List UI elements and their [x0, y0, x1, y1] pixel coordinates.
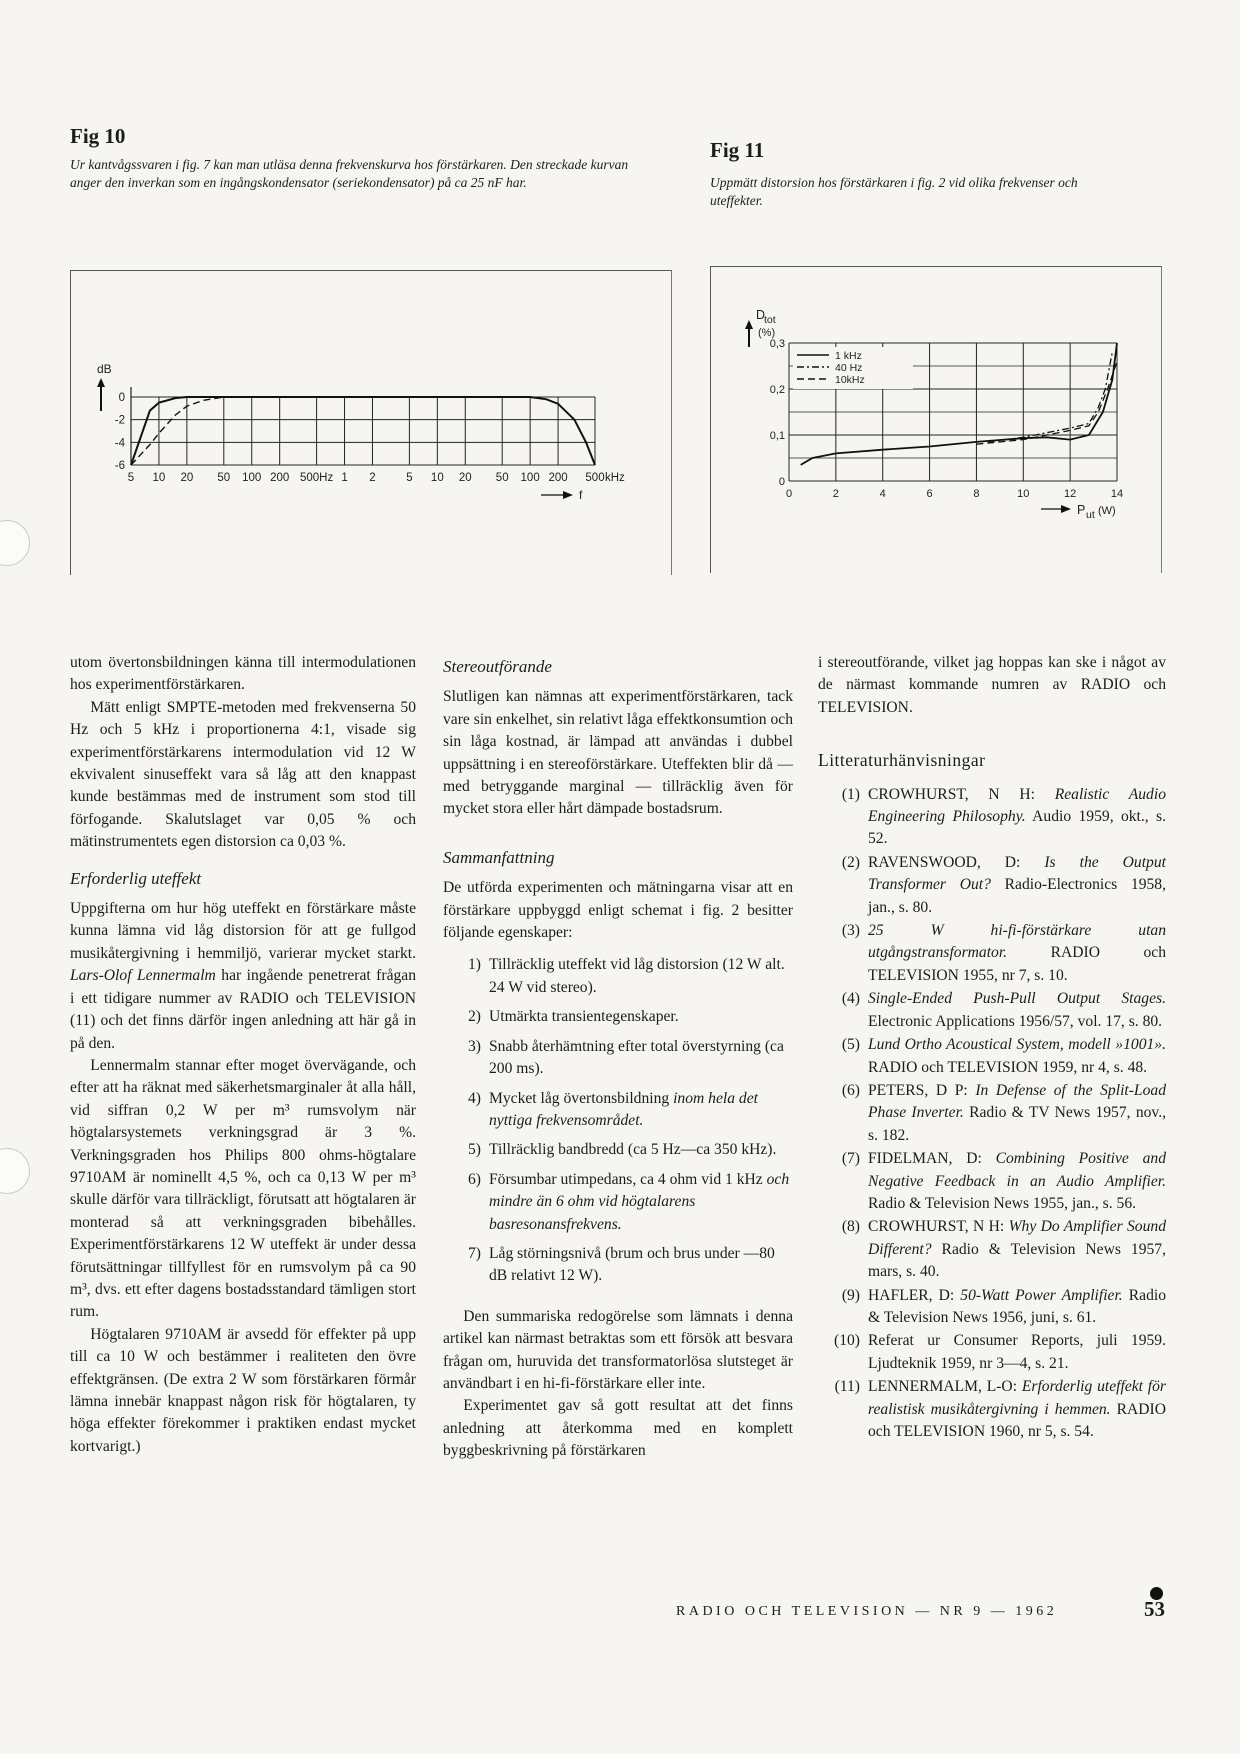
y-axis-label-main: D — [756, 308, 766, 322]
x-axis-unit: (W) — [1098, 505, 1116, 517]
property-item — [443, 1088, 793, 1133]
property-number: 1) — [468, 956, 481, 974]
reference-number: (6) — [841, 1081, 860, 1099]
reference-number: (8) — [841, 1218, 860, 1236]
column-3 — [818, 652, 1166, 1444]
x-tick-label: 200 — [270, 472, 290, 484]
col1-paragraph-5: Högtalaren 9710AM är avsedd för effekter på upp till ca 10 W och bestämmer i realiteten den övre effektgränsen. (De extra 2 W som förstärkaren förmår lämna innebär knappast någon risk för högtalaren, ty höga effekter förekommer i praktiken endast mycket kortvarigt.) — [70, 1325, 416, 1455]
y-tick-label: 0,1 — [769, 430, 785, 442]
col3-paragraph-1: i stereoutförande, vilket jag hoppas kan ske i något av de närmast kommande numren av RADIO och TELEVISION. — [818, 654, 1166, 716]
reference-text — [868, 1376, 1166, 1443]
y-tick-label: 0,3 — [769, 338, 785, 350]
reference-text — [868, 988, 1166, 1033]
frequency-response-chart — [71, 271, 671, 575]
reference-source: Radio & Television News 1955, jan., s. 56. — [868, 1194, 1137, 1212]
y-tick-label: 0,2 — [769, 384, 785, 396]
x-tick-label: 2 — [832, 488, 839, 500]
x-axis-label-main: P — [1077, 503, 1086, 517]
col2-paragraph-4: Experimentet gav så gott resultat att det finns anledning att återkomma med en komplett byggbeskrivning på förstärkaren — [443, 1397, 793, 1460]
fig11-caption: Uppmätt distorsion hos förstärkaren i fig. 2 vid olika frekvenser och uteffekter. — [710, 175, 1078, 208]
reference-number: (1) — [841, 785, 860, 803]
x-axis-label-sub: ut — [1086, 509, 1095, 521]
properties-list — [443, 954, 793, 1287]
x-tick-label: 4 — [879, 488, 886, 500]
reference-source: Radio & TV News 1957, nov., s. 182. — [868, 1104, 1167, 1144]
reference-title: Single-Ended Push-Pull Output Stages. — [868, 990, 1166, 1008]
punch-hole-left-top — [0, 520, 30, 566]
reference-item — [818, 1034, 1166, 1079]
reference-title: 50-Watt Power Amplifier. — [960, 1286, 1123, 1304]
x-tick-label: 5 — [406, 472, 413, 484]
col1-paragraph-4: Lennermalm stannar efter moget övervägande, och efter att ha räknat med säkerhetsmarginaler åt alla håll, vid siffran 0,2 W per m³ rumsvolym när högtalarsystemets verkningsgrad är 3 %. Verkningsgraden hos Philips 800 ohms-högtalare 9710AM är nominellt 4,5 %, och ca 0,13 W per m³ skulle därför vara tillräckligt, förutsatt att högtalaren är monterad så att verkningsgraden bibehålles. Experimentförstärkarens 12 W uteffekt är under dessa förutsättningar tillfyllest för en rumsvolym på ca 90 m³, dvs. ett efter dagens bostadsstandard tämligen stort rum. — [70, 1056, 416, 1321]
reference-number: (3) — [841, 922, 860, 940]
fig11-chart-frame — [710, 266, 1162, 573]
reference-item — [818, 1080, 1166, 1147]
frequency-response-line-dashed — [131, 397, 224, 465]
y-tick-label: 0 — [778, 476, 785, 488]
property-text — [489, 1036, 793, 1081]
x-tick-label: 2 — [369, 472, 376, 484]
reference-title: Realistic Audio Engineering Philosophy. — [868, 785, 1166, 826]
x-tick-label: 100 — [242, 472, 262, 484]
reference-author: CROWHURST, N H: — [868, 785, 1055, 803]
reference-number: (11) — [834, 1378, 860, 1396]
col2-heading-stereo: Stereoutförande — [443, 657, 552, 676]
property-text-italic: och mindre än 6 ohm vid högtalarens basresonansfrekvens. — [489, 1170, 790, 1233]
reference-source: Electronic Applications 1956/57, vol. 17, s. 80. — [868, 1012, 1163, 1030]
property-text — [489, 954, 793, 999]
x-tick-label: 8 — [973, 488, 980, 500]
reference-author: PETERS, D P: — [868, 1081, 976, 1099]
property-text-plain: Snabb återhämtning efter total överstyrning (ca 200 ms). — [489, 1037, 784, 1078]
reference-item — [818, 1330, 1166, 1375]
property-item — [443, 1006, 793, 1028]
reference-item — [818, 1216, 1166, 1283]
x-tick-label: 6 — [926, 488, 933, 500]
reference-source: Radio & Television News 1956, juni, s. 61. — [868, 1286, 1167, 1326]
property-item — [443, 1139, 793, 1161]
x-axis-arrow-head-icon — [563, 491, 573, 499]
page-number: 53 — [1144, 1597, 1165, 1621]
reference-title: 25 W hi-fi-förstärkare utan utgångstransformator. — [868, 922, 1166, 962]
x-tick-label: 20 — [458, 472, 472, 484]
property-number: 3) — [468, 1037, 481, 1055]
reference-source: Radio & Television News 1957, mars, s. 40. — [868, 1240, 1166, 1281]
column-1 — [70, 652, 416, 1458]
property-number: 5) — [468, 1141, 481, 1159]
reference-author: RAVENSWOOD, D: — [868, 853, 1045, 871]
reference-text — [868, 1080, 1166, 1147]
y-axis-label-sub: tot — [764, 314, 776, 326]
x-tick-label: 10 — [430, 472, 444, 484]
frequency-response-line-solid — [131, 397, 595, 465]
reference-text — [868, 852, 1166, 919]
fig10-chart-frame — [70, 270, 672, 575]
x-tick-label: 50 — [217, 472, 231, 484]
x-tick-label: 20 — [180, 472, 194, 484]
reference-item — [818, 784, 1166, 851]
reference-author: LENNERMALM, L-O: — [868, 1378, 1022, 1396]
col1-paragraph-3: Uppgifterna om hur hög uteffekt en förstärkare måste kunna lämna vid låg distorsion för att ge fullgod musikåtergivning i hemmiljö, varierar mycket starkt. Lars-Olof Lennermalm har ingående penetrerat frågan i ett tidigare nummer av RADIO och TELEVISION (11) och det finns därför ingen anledning att här gå in på den. — [70, 900, 417, 1052]
x-tick-label: 5 — [127, 472, 135, 484]
footer-journal: RADIO OCH TELEVISION — NR 9 — 1962 — [676, 1604, 1058, 1619]
property-number: 6) — [468, 1170, 481, 1188]
property-item — [443, 1243, 793, 1288]
reference-text — [868, 1034, 1166, 1079]
reference-source: RADIO och TELEVISION 1960, nr 5, s. 54. — [868, 1400, 1166, 1440]
x-tick-label: 500 — [585, 472, 605, 484]
property-text — [489, 1243, 793, 1288]
col1-paragraph-2: Mätt enligt SMPTE-metoden med frekvenserna 50 Hz och 5 kHz i proportionerna 4:1, visade sig experimentförstärkarens intermodulation vid 12 W ekvivalent sinuseffekt vara så låg att den knappast kunde bestämmas med de instrument som stod till förfogande. Skalutslaget var 0,05 % och mätinstrumentets egen distorsion ca 0,03 %. — [70, 698, 416, 851]
col2-heading-sammanfattning: Sammanfattning — [443, 847, 555, 867]
distortion-chart — [711, 267, 1161, 573]
reference-number: (4) — [841, 990, 860, 1008]
x-tick-label: 200 — [548, 472, 568, 484]
reference-source: RADIO och TELEVISION 1955, nr 7, s. 10. — [868, 944, 1166, 984]
property-text — [489, 1006, 679, 1028]
legend-label: 40 Hz — [835, 362, 863, 374]
reference-author: FIDELMAN, D: — [868, 1150, 996, 1168]
legend-label: 10kHz — [835, 374, 865, 386]
column-2 — [443, 652, 793, 1463]
reference-number: (10) — [834, 1332, 860, 1350]
reference-item — [818, 1285, 1166, 1330]
distortion-line-10khz — [976, 361, 1117, 444]
y-axis-arrow-head-icon — [745, 320, 753, 329]
reference-title: Erforderlig uteffekt för realistisk musikåtergivning i hemmen. — [868, 1378, 1166, 1418]
reference-author: HAFLER, D: — [868, 1286, 961, 1304]
reference-number: (7) — [841, 1150, 860, 1168]
reference-text — [868, 1330, 1166, 1375]
y-axis-label: dB — [97, 362, 112, 376]
punch-hole-left-bottom — [0, 1148, 30, 1194]
x-axis-label: f — [579, 488, 583, 502]
reference-number: (9) — [841, 1286, 860, 1304]
property-text — [489, 1088, 793, 1133]
reference-title: In Defense of the Split-Load Phase Inverter. — [868, 1081, 1166, 1122]
x-tick-label: 100 — [520, 472, 540, 484]
reference-author: Referat ur Consumer Reports, juli 1959. Ljudteknik 1959, nr 3—4, s. 21. — [868, 1332, 1166, 1372]
property-text-plain: Utmärkta transientegenskaper. — [489, 1008, 679, 1026]
x-tick-label: 12 — [1064, 488, 1077, 500]
reference-title: Is the Output Transformer Out? — [868, 853, 1166, 894]
y-tick-label: 0 — [118, 392, 125, 404]
y-tick-label: -6 — [114, 460, 125, 472]
x-tick-label: 500Hz — [299, 472, 334, 484]
y-tick-label: -4 — [114, 437, 125, 450]
col1-heading-uteffekt: Erforderlig uteffekt — [70, 868, 202, 888]
reference-item — [818, 1148, 1166, 1215]
col1-paragraph-1: utom övertonsbildningen känna till intermodulationen hos experimentförstärkaren. — [70, 654, 416, 694]
property-number: 2) — [468, 1008, 481, 1026]
col2-paragraph-2: De utförda experimenten och mätningarna visar att en förstärkare uppbyggd enligt schemat i fig. 2 besitter följande egenskaper: — [443, 879, 793, 942]
property-text-plain: Mycket låg övertonsbildning — [489, 1089, 674, 1107]
reference-number: (2) — [841, 853, 860, 871]
col2-paragraph-3: Den summariska redogörelse som lämnats i denna artikel kan närmast betraktas som ett försök att besvara frågan om, huruvida det transformatorlösa slutsteget är användbart i en hi-fi-förstärkare eller inte. — [443, 1307, 793, 1392]
reference-item — [818, 988, 1166, 1033]
reference-source: Audio 1959, okt., s. 52. — [868, 808, 1166, 848]
reference-title: Lund Ortho Acoustical System, modell »1001». — [868, 1036, 1166, 1054]
property-text-italic: inom hela det nyttiga frekvensområdet. — [489, 1089, 758, 1129]
property-item — [443, 1036, 793, 1081]
reference-text — [868, 1148, 1166, 1215]
y-axis-unit: (%) — [758, 327, 776, 339]
x-axis-arrow-head-icon — [1061, 505, 1071, 513]
reference-title: Why Do Amplifier Sound Different? — [868, 1218, 1166, 1258]
reference-number: (5) — [841, 1036, 860, 1054]
references-list — [818, 784, 1166, 1444]
property-text — [489, 1169, 793, 1236]
reference-item — [818, 920, 1166, 987]
reference-text — [868, 1285, 1166, 1330]
reference-title: Combining Positive and Negative Feedback in an Audio Amplifier. — [868, 1150, 1166, 1190]
legend-label: 1 kHz — [835, 350, 862, 362]
property-text — [489, 1139, 776, 1161]
property-item — [443, 1169, 793, 1236]
col2-paragraph-1: Slutligen kan nämnas att experimentförstärkaren, tack vare sin enkelhet, sin relativt låga effektkonsumtion och sin låga kostnad, är lämpad att användas i dubbel uppsättning i en stereoförstärkare. Uteffekten blir då — med betryggande marginal — tillräcklig även för mycket stora eller hårt dämpade bostadsrum. — [443, 688, 793, 818]
x-tick-label: 0 — [785, 488, 793, 500]
reference-author: CROWHURST, N H: — [868, 1218, 1009, 1236]
x-tick-label: 50 — [495, 472, 509, 484]
property-text-plain: Tillräcklig bandbredd (ca 5 Hz—ca 350 kHz). — [489, 1141, 777, 1159]
property-text-plain: Försumbar utimpedans, ca 4 ohm vid 1 kHz — [489, 1170, 767, 1188]
col3-heading-references: Litteraturhänvisningar — [818, 750, 986, 771]
y-tick-label: -2 — [114, 414, 125, 427]
fig10-caption: Ur kantvågssvaren i fig. 7 kan man utläsa denna frekvenskurva hos förstärkaren. Den streckade kurvan anger den inverkan som en ingångskondensator (seriekondensator) på ca 25 nF har. — [70, 157, 629, 190]
reference-text — [868, 920, 1166, 987]
reference-item — [818, 852, 1166, 919]
x-unit-label: kHz — [605, 472, 625, 484]
property-number: 7) — [468, 1244, 481, 1262]
reference-text — [868, 784, 1166, 851]
reference-text — [868, 1216, 1166, 1283]
fig10-title: Fig 10 — [70, 124, 126, 148]
fig11-title: Fig 11 — [710, 138, 765, 162]
property-text-plain: Låg störningsnivå (brum och brus under —80 dB relativt 12 W). — [489, 1244, 775, 1285]
property-number: 4) — [468, 1089, 481, 1107]
x-tick-label: 10 — [152, 472, 166, 484]
reference-source: Radio-Electronics 1958, jan., s. 80. — [868, 876, 1167, 916]
x-tick-label: 14 — [1110, 488, 1124, 500]
property-text-plain: Tillräcklig uteffekt vid låg distorsion (12 W alt. 24 W vid stereo). — [489, 956, 785, 996]
reference-source: RADIO och TELEVISION 1959, nr 4, s. 48. — [868, 1058, 1148, 1076]
reference-item — [818, 1376, 1166, 1443]
x-tick-label: 1 — [341, 472, 348, 484]
property-item — [443, 954, 793, 999]
x-tick-label: 10 — [1017, 488, 1030, 500]
y-axis-arrow-head-icon — [97, 378, 105, 387]
